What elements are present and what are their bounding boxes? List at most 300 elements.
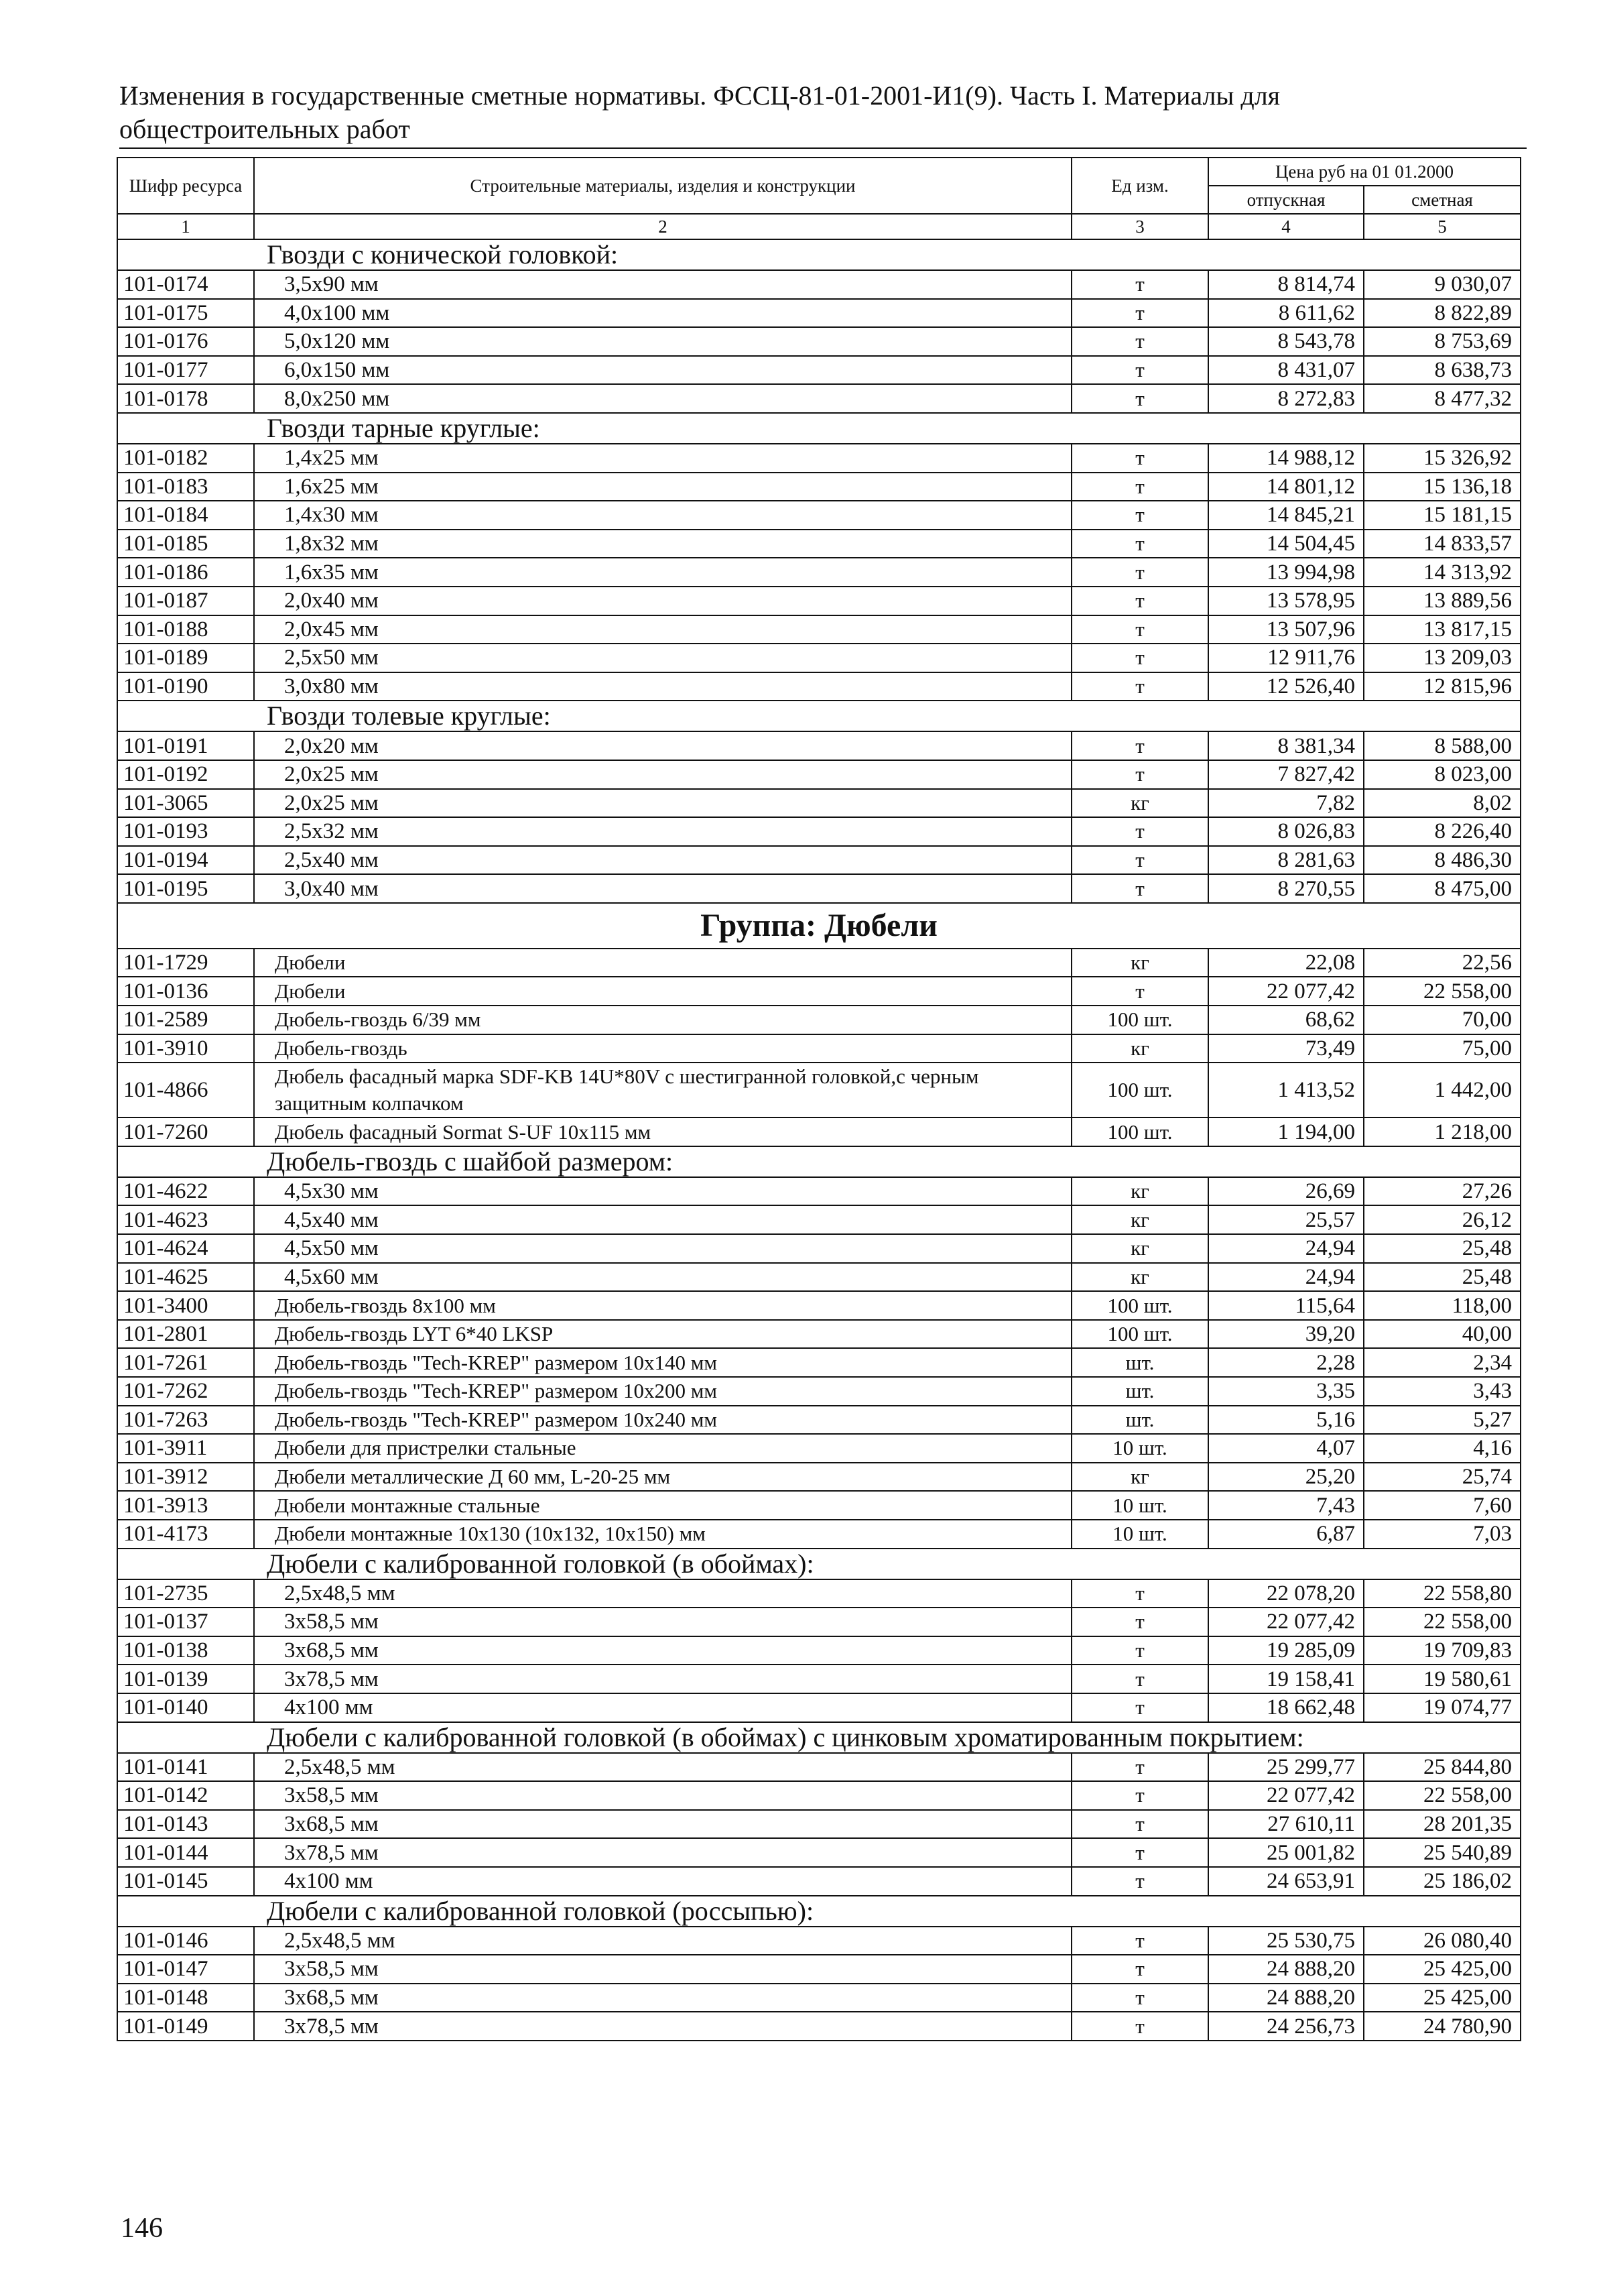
cell-code: 101-7263 bbox=[117, 1406, 254, 1435]
cell-code: 101-0144 bbox=[117, 1838, 254, 1867]
cell-unit: т bbox=[1072, 846, 1208, 875]
cell-price-estimate: 14 833,57 bbox=[1364, 530, 1521, 558]
cell-price-estimate: 25 425,00 bbox=[1364, 1984, 1521, 2012]
cell-unit: т bbox=[1072, 327, 1208, 356]
cell-code: 101-0195 bbox=[117, 874, 254, 903]
cell-unit: т bbox=[1072, 2012, 1208, 2041]
cell-unit: т bbox=[1072, 1665, 1208, 1693]
cell-price-wholesale: 2,28 bbox=[1208, 1348, 1364, 1377]
document-title: Изменения в государственные сметные нормативы. ФССЦ-81-01-2001-И1(9). Часть I. Материалы для общестроительных работ bbox=[119, 80, 1281, 144]
cell-unit: т bbox=[1072, 558, 1208, 587]
cell-name: 2,0х40 мм bbox=[254, 587, 1072, 615]
cell-price-estimate: 19 709,83 bbox=[1364, 1636, 1521, 1665]
cell-code: 101-0188 bbox=[117, 615, 254, 644]
cell-code: 101-0192 bbox=[117, 760, 254, 789]
table-row bbox=[117, 615, 1521, 644]
cell-code: 101-4623 bbox=[117, 1205, 254, 1234]
cell-price-estimate: 13 209,03 bbox=[1364, 644, 1521, 672]
cell-code: 101-0141 bbox=[117, 1753, 254, 1782]
price-table-body bbox=[117, 239, 1521, 2041]
cell-price-wholesale: 12 526,40 bbox=[1208, 672, 1364, 701]
cell-price-wholesale: 25 001,82 bbox=[1208, 1838, 1364, 1867]
cell-name: 3х58,5 мм bbox=[254, 1781, 1072, 1810]
cell-unit: т bbox=[1072, 356, 1208, 385]
cell-price-estimate: 22,56 bbox=[1364, 949, 1521, 977]
cell-price-wholesale: 25,57 bbox=[1208, 1205, 1364, 1234]
cell-name: 4,5х30 мм bbox=[254, 1177, 1072, 1206]
cell-price-estimate: 25,48 bbox=[1364, 1263, 1521, 1292]
col-number: 1 bbox=[117, 214, 254, 239]
cell-code: 101-1729 bbox=[117, 949, 254, 977]
table-row bbox=[117, 789, 1521, 818]
cell-name: 4,5х40 мм bbox=[254, 1205, 1072, 1234]
cell-price-wholesale: 1 413,52 bbox=[1208, 1063, 1364, 1117]
cell-price-wholesale: 27 610,11 bbox=[1208, 1810, 1364, 1839]
cell-name: 6,0х150 мм bbox=[254, 356, 1072, 385]
subgroup-title: Дюбели с калиброванной головкой (россыпью): bbox=[117, 1896, 1521, 1927]
cell-price-wholesale: 24,94 bbox=[1208, 1263, 1364, 1292]
cell-price-wholesale: 73,49 bbox=[1208, 1034, 1364, 1063]
table-row bbox=[117, 1636, 1521, 1665]
cell-price-wholesale: 8 026,83 bbox=[1208, 817, 1364, 846]
cell-name: 3,0х40 мм bbox=[254, 874, 1072, 903]
cell-name: 3х68,5 мм bbox=[254, 1984, 1072, 2012]
cell-unit: т bbox=[1072, 615, 1208, 644]
cell-unit: т bbox=[1072, 1608, 1208, 1636]
cell-code: 101-7261 bbox=[117, 1348, 254, 1377]
cell-code: 101-0182 bbox=[117, 444, 254, 473]
cell-price-estimate: 40,00 bbox=[1364, 1320, 1521, 1349]
subgroup-title: Гвозди тарные круглые: bbox=[117, 413, 1521, 444]
cell-unit: т bbox=[1072, 587, 1208, 615]
cell-unit: 100 шт. bbox=[1072, 1006, 1208, 1034]
cell-code: 101-0147 bbox=[117, 1955, 254, 1984]
cell-name: 1,6х25 мм bbox=[254, 473, 1072, 501]
cell-price-estimate: 15 326,92 bbox=[1364, 444, 1521, 473]
cell-code: 101-0175 bbox=[117, 299, 254, 328]
cell-name: 2,0х25 мм bbox=[254, 760, 1072, 789]
cell-unit: кг bbox=[1072, 1034, 1208, 1063]
table-row bbox=[117, 1693, 1521, 1722]
subgroup-title: Дюбели с калиброванной головкой (в обоймах) с цинковым хроматированным покрытием: bbox=[117, 1722, 1521, 1753]
cell-unit: т bbox=[1072, 1927, 1208, 1955]
cell-price-estimate: 8 822,89 bbox=[1364, 299, 1521, 328]
cell-price-wholesale: 7 827,42 bbox=[1208, 760, 1364, 789]
cell-unit: 100 шт. bbox=[1072, 1063, 1208, 1117]
cell-price-wholesale: 68,62 bbox=[1208, 1006, 1364, 1034]
cell-code: 101-3912 bbox=[117, 1463, 254, 1492]
cell-name: Дюбели металлические Д 60 мм, L-20-25 мм bbox=[254, 1463, 1072, 1492]
cell-name: 1,6х35 мм bbox=[254, 558, 1072, 587]
table-row bbox=[117, 356, 1521, 385]
cell-name: 8,0х250 мм bbox=[254, 384, 1072, 413]
cell-name: 1,4х25 мм bbox=[254, 444, 1072, 473]
subgroup-title: Дюбели с калиброванной головкой (в обоймах): bbox=[117, 1549, 1521, 1579]
subgroup-title: Гвозди с конической головкой: bbox=[117, 239, 1521, 270]
cell-price-estimate: 1 442,00 bbox=[1364, 1063, 1521, 1117]
table-row bbox=[117, 1205, 1521, 1234]
cell-price-wholesale: 25,20 bbox=[1208, 1463, 1364, 1492]
cell-price-estimate: 8 475,00 bbox=[1364, 874, 1521, 903]
cell-price-estimate: 8,02 bbox=[1364, 789, 1521, 818]
cell-unit: кг bbox=[1072, 1205, 1208, 1234]
cell-price-estimate: 70,00 bbox=[1364, 1006, 1521, 1034]
table-row bbox=[117, 473, 1521, 501]
cell-code: 101-0138 bbox=[117, 1636, 254, 1665]
table-row bbox=[117, 1177, 1521, 1206]
cell-price-wholesale: 1 194,00 bbox=[1208, 1117, 1364, 1146]
cell-price-wholesale: 8 543,78 bbox=[1208, 327, 1364, 356]
cell-unit: т bbox=[1072, 977, 1208, 1006]
cell-name: 2,0х20 мм bbox=[254, 731, 1072, 760]
cell-unit: шт. bbox=[1072, 1348, 1208, 1377]
table-row bbox=[117, 1665, 1521, 1693]
cell-code: 101-4622 bbox=[117, 1177, 254, 1206]
table-row bbox=[117, 1006, 1521, 1034]
table-row bbox=[117, 1234, 1521, 1263]
cell-unit: т bbox=[1072, 1693, 1208, 1722]
cell-price-estimate: 15 181,15 bbox=[1364, 501, 1521, 530]
cell-price-estimate: 4,16 bbox=[1364, 1434, 1521, 1463]
cell-name: Дюбель-гвоздь LYT 6*40 LKSP bbox=[254, 1320, 1072, 1349]
cell-unit: шт. bbox=[1072, 1406, 1208, 1435]
table-row bbox=[117, 1579, 1521, 1608]
cell-name: 3х58,5 мм bbox=[254, 1608, 1072, 1636]
table-row bbox=[117, 299, 1521, 328]
table-row bbox=[117, 501, 1521, 530]
table-row bbox=[117, 327, 1521, 356]
cell-code: 101-0174 bbox=[117, 270, 254, 299]
cell-unit: т bbox=[1072, 1838, 1208, 1867]
cell-price-wholesale: 8 281,63 bbox=[1208, 846, 1364, 875]
cell-name: Дюбели для пристрелки стальные bbox=[254, 1434, 1072, 1463]
cell-price-wholesale: 8 381,34 bbox=[1208, 731, 1364, 760]
cell-name: 4,5х50 мм bbox=[254, 1234, 1072, 1263]
cell-code: 101-0176 bbox=[117, 327, 254, 356]
cell-unit: т bbox=[1072, 1810, 1208, 1839]
table-row bbox=[117, 530, 1521, 558]
cell-unit: кг bbox=[1072, 949, 1208, 977]
cell-price-estimate: 25 425,00 bbox=[1364, 1955, 1521, 1984]
cell-price-wholesale: 14 988,12 bbox=[1208, 444, 1364, 473]
cell-name: 3,5х90 мм bbox=[254, 270, 1072, 299]
cell-price-estimate: 24 780,90 bbox=[1364, 2012, 1521, 2041]
cell-price-wholesale: 24 888,20 bbox=[1208, 1984, 1364, 2012]
cell-price-estimate: 3,43 bbox=[1364, 1377, 1521, 1406]
cell-code: 101-0139 bbox=[117, 1665, 254, 1693]
cell-unit: т bbox=[1072, 1579, 1208, 1608]
cell-price-estimate: 28 201,35 bbox=[1364, 1810, 1521, 1839]
cell-name: Дюбель-гвоздь "Tech-KREP" размером 10х240 мм bbox=[254, 1406, 1072, 1435]
table-row bbox=[117, 977, 1521, 1006]
table-row bbox=[117, 1753, 1521, 1782]
cell-price-estimate: 22 558,00 bbox=[1364, 977, 1521, 1006]
cell-price-estimate: 19 580,61 bbox=[1364, 1665, 1521, 1693]
table-row bbox=[117, 1406, 1521, 1435]
cell-price-estimate: 8 638,73 bbox=[1364, 356, 1521, 385]
cell-name: 2,5х50 мм bbox=[254, 644, 1072, 672]
cell-unit: шт. bbox=[1072, 1377, 1208, 1406]
cell-price-estimate: 75,00 bbox=[1364, 1034, 1521, 1063]
cell-price-wholesale: 25 530,75 bbox=[1208, 1927, 1364, 1955]
table-row bbox=[117, 1838, 1521, 1867]
cell-price-estimate: 8 226,40 bbox=[1364, 817, 1521, 846]
col-number: 2 bbox=[254, 214, 1072, 239]
cell-unit: кг bbox=[1072, 1463, 1208, 1492]
table-row bbox=[117, 949, 1521, 977]
cell-price-estimate: 8 588,00 bbox=[1364, 731, 1521, 760]
col-number: 4 bbox=[1208, 214, 1364, 239]
col-number: 3 bbox=[1072, 214, 1208, 239]
table-row bbox=[117, 731, 1521, 760]
cell-code: 101-2735 bbox=[117, 1579, 254, 1608]
cell-code: 101-0186 bbox=[117, 558, 254, 587]
cell-unit: т bbox=[1072, 384, 1208, 413]
cell-code: 101-0143 bbox=[117, 1810, 254, 1839]
cell-price-wholesale: 24,94 bbox=[1208, 1234, 1364, 1263]
cell-name: Дюбель-гвоздь 8х100 мм bbox=[254, 1291, 1072, 1320]
cell-name: 2,5х48,5 мм bbox=[254, 1753, 1072, 1782]
cell-price-wholesale: 8 270,55 bbox=[1208, 874, 1364, 903]
cell-code: 101-7262 bbox=[117, 1377, 254, 1406]
cell-name: 4,0х100 мм bbox=[254, 299, 1072, 328]
col-header-price: Цена руб на 01 01.2000 bbox=[1208, 158, 1521, 186]
subgroup-heading-row bbox=[117, 413, 1521, 444]
cell-price-wholesale: 24 256,73 bbox=[1208, 2012, 1364, 2041]
cell-price-estimate: 22 558,00 bbox=[1364, 1781, 1521, 1810]
cell-price-estimate: 26,12 bbox=[1364, 1205, 1521, 1234]
cell-name: Дюбель-гвоздь bbox=[254, 1034, 1072, 1063]
cell-unit: т bbox=[1072, 1636, 1208, 1665]
cell-code: 101-0189 bbox=[117, 644, 254, 672]
cell-code: 101-0194 bbox=[117, 846, 254, 875]
cell-price-wholesale: 22 077,42 bbox=[1208, 1608, 1364, 1636]
table-row bbox=[117, 384, 1521, 413]
cell-name: Дюбель-гвоздь 6/39 мм bbox=[254, 1006, 1072, 1034]
cell-price-estimate: 26 080,40 bbox=[1364, 1927, 1521, 1955]
cell-unit: 100 шт. bbox=[1072, 1291, 1208, 1320]
cell-price-wholesale: 5,16 bbox=[1208, 1406, 1364, 1435]
cell-price-wholesale: 25 299,77 bbox=[1208, 1753, 1364, 1782]
cell-name: 2,0х25 мм bbox=[254, 789, 1072, 818]
cell-code: 101-0185 bbox=[117, 530, 254, 558]
table-row bbox=[117, 558, 1521, 587]
table-row bbox=[117, 1810, 1521, 1839]
cell-price-wholesale: 22 077,42 bbox=[1208, 977, 1364, 1006]
cell-name: 2,5х48,5 мм bbox=[254, 1579, 1072, 1608]
cell-unit: кг bbox=[1072, 789, 1208, 818]
subgroup-heading-row bbox=[117, 1549, 1521, 1579]
cell-name: 3х78,5 мм bbox=[254, 1665, 1072, 1693]
cell-price-wholesale: 14 845,21 bbox=[1208, 501, 1364, 530]
subgroup-heading-row bbox=[117, 239, 1521, 270]
cell-name: 3х68,5 мм bbox=[254, 1810, 1072, 1839]
cell-price-estimate: 5,27 bbox=[1364, 1406, 1521, 1435]
cell-price-wholesale: 22,08 bbox=[1208, 949, 1364, 977]
cell-price-estimate: 2,34 bbox=[1364, 1348, 1521, 1377]
cell-code: 101-2589 bbox=[117, 1006, 254, 1034]
cell-price-wholesale: 39,20 bbox=[1208, 1320, 1364, 1349]
cell-unit: т bbox=[1072, 1867, 1208, 1896]
table-row bbox=[117, 760, 1521, 789]
col-number: 5 bbox=[1364, 214, 1521, 239]
cell-code: 101-0140 bbox=[117, 1693, 254, 1722]
cell-code: 101-0178 bbox=[117, 384, 254, 413]
cell-price-wholesale: 14 504,45 bbox=[1208, 530, 1364, 558]
col-header-estimate: сметная bbox=[1364, 186, 1521, 214]
cell-unit: кг bbox=[1072, 1177, 1208, 1206]
subgroup-heading-row bbox=[117, 701, 1521, 731]
cell-unit: кг bbox=[1072, 1234, 1208, 1263]
cell-code: 101-0184 bbox=[117, 501, 254, 530]
cell-price-estimate: 118,00 bbox=[1364, 1291, 1521, 1320]
cell-price-wholesale: 115,64 bbox=[1208, 1291, 1364, 1320]
cell-code: 101-2801 bbox=[117, 1320, 254, 1349]
cell-price-wholesale: 7,82 bbox=[1208, 789, 1364, 818]
cell-name: 1,4х30 мм bbox=[254, 501, 1072, 530]
table-row bbox=[117, 672, 1521, 701]
cell-name: 2,5х40 мм bbox=[254, 846, 1072, 875]
cell-price-wholesale: 8 431,07 bbox=[1208, 356, 1364, 385]
subgroup-heading-row bbox=[117, 1146, 1521, 1177]
cell-unit: 10 шт. bbox=[1072, 1434, 1208, 1463]
cell-code: 101-0136 bbox=[117, 977, 254, 1006]
cell-unit: т bbox=[1072, 672, 1208, 701]
cell-price-estimate: 22 558,00 bbox=[1364, 1608, 1521, 1636]
cell-price-estimate: 7,60 bbox=[1364, 1491, 1521, 1520]
cell-unit: т bbox=[1072, 760, 1208, 789]
cell-code: 101-0191 bbox=[117, 731, 254, 760]
table-row bbox=[117, 1984, 1521, 2012]
cell-code: 101-3913 bbox=[117, 1491, 254, 1520]
table-row bbox=[117, 587, 1521, 615]
cell-price-wholesale: 24 653,91 bbox=[1208, 1867, 1364, 1896]
cell-price-wholesale: 8 611,62 bbox=[1208, 299, 1364, 328]
cell-price-wholesale: 12 911,76 bbox=[1208, 644, 1364, 672]
cell-unit: т bbox=[1072, 874, 1208, 903]
cell-name: Дюбели монтажные 10х130 (10х132, 10х150) мм bbox=[254, 1520, 1072, 1549]
table-row bbox=[117, 1034, 1521, 1063]
cell-price-estimate: 12 815,96 bbox=[1364, 672, 1521, 701]
table-row bbox=[117, 1348, 1521, 1377]
cell-code: 101-4173 bbox=[117, 1520, 254, 1549]
cell-unit: т bbox=[1072, 1955, 1208, 1984]
cell-code: 101-0146 bbox=[117, 1927, 254, 1955]
table-row bbox=[117, 846, 1521, 875]
title-rule bbox=[119, 147, 1527, 149]
cell-price-estimate: 25 540,89 bbox=[1364, 1838, 1521, 1867]
cell-name: 3х58,5 мм bbox=[254, 1955, 1072, 1984]
cell-price-estimate: 25 844,80 bbox=[1364, 1753, 1521, 1782]
cell-price-estimate: 13 889,56 bbox=[1364, 587, 1521, 615]
cell-code: 101-4866 bbox=[117, 1063, 254, 1117]
table-row bbox=[117, 2012, 1521, 2041]
subgroup-heading-row bbox=[117, 1722, 1521, 1753]
cell-code: 101-3400 bbox=[117, 1291, 254, 1320]
col-header-code: Шифр ресурса bbox=[117, 158, 254, 214]
cell-unit: т bbox=[1072, 731, 1208, 760]
cell-name: Дюбель фасадный марка SDF-KB 14U*80V с шестигранной головкой,с черным защитным колпачком bbox=[254, 1063, 1072, 1117]
cell-code: 101-7260 bbox=[117, 1117, 254, 1146]
cell-name: 4х100 мм bbox=[254, 1867, 1072, 1896]
cell-price-estimate: 15 136,18 bbox=[1364, 473, 1521, 501]
table-row bbox=[117, 644, 1521, 672]
cell-unit: 100 шт. bbox=[1072, 1117, 1208, 1146]
cell-unit: т bbox=[1072, 817, 1208, 846]
cell-name: 2,5х48,5 мм bbox=[254, 1927, 1072, 1955]
cell-unit: т bbox=[1072, 530, 1208, 558]
cell-price-estimate: 22 558,80 bbox=[1364, 1579, 1521, 1608]
table-row bbox=[117, 1320, 1521, 1349]
cell-name: Дюбели bbox=[254, 977, 1072, 1006]
cell-code: 101-0193 bbox=[117, 817, 254, 846]
cell-unit: т bbox=[1072, 501, 1208, 530]
table-row bbox=[117, 1117, 1521, 1146]
cell-code: 101-3065 bbox=[117, 789, 254, 818]
cell-code: 101-0148 bbox=[117, 1984, 254, 2012]
cell-price-wholesale: 22 077,42 bbox=[1208, 1781, 1364, 1810]
cell-price-wholesale: 8 814,74 bbox=[1208, 270, 1364, 299]
page-number: 146 bbox=[121, 2213, 163, 2244]
subgroup-heading-row bbox=[117, 1896, 1521, 1927]
table-row bbox=[117, 1955, 1521, 1984]
cell-unit: кг bbox=[1072, 1263, 1208, 1292]
cell-price-wholesale: 6,87 bbox=[1208, 1520, 1364, 1549]
cell-unit: т bbox=[1072, 1753, 1208, 1782]
cell-code: 101-0142 bbox=[117, 1781, 254, 1810]
table-row bbox=[117, 1063, 1521, 1117]
cell-price-estimate: 8 486,30 bbox=[1364, 846, 1521, 875]
cell-price-wholesale: 4,07 bbox=[1208, 1434, 1364, 1463]
table-row bbox=[117, 1263, 1521, 1292]
cell-price-estimate: 8 477,32 bbox=[1364, 384, 1521, 413]
cell-code: 101-0149 bbox=[117, 2012, 254, 2041]
table-row bbox=[117, 817, 1521, 846]
cell-price-wholesale: 24 888,20 bbox=[1208, 1955, 1364, 1984]
cell-unit: т bbox=[1072, 299, 1208, 328]
table-row bbox=[117, 1291, 1521, 1320]
cell-price-estimate: 19 074,77 bbox=[1364, 1693, 1521, 1722]
cell-price-estimate: 13 817,15 bbox=[1364, 615, 1521, 644]
table-row bbox=[117, 874, 1521, 903]
cell-price-estimate: 25 186,02 bbox=[1364, 1867, 1521, 1896]
cell-name: 5,0х120 мм bbox=[254, 327, 1072, 356]
cell-price-wholesale: 22 078,20 bbox=[1208, 1579, 1364, 1608]
cell-name: Дюбель-гвоздь "Tech-KREP" размером 10х200 мм bbox=[254, 1377, 1072, 1406]
cell-unit: т bbox=[1072, 270, 1208, 299]
cell-name: 1,8х32 мм bbox=[254, 530, 1072, 558]
table-row bbox=[117, 1781, 1521, 1810]
cell-unit: т bbox=[1072, 1984, 1208, 2012]
table-row bbox=[117, 1377, 1521, 1406]
table-row bbox=[117, 1927, 1521, 1955]
group-title: Группа: Дюбели bbox=[117, 903, 1521, 949]
col-header-name: Строительные материалы, изделия и конструкции bbox=[254, 158, 1072, 214]
cell-unit: 10 шт. bbox=[1072, 1520, 1208, 1549]
table-row bbox=[117, 1608, 1521, 1636]
cell-price-wholesale: 14 801,12 bbox=[1208, 473, 1364, 501]
cell-price-estimate: 8 753,69 bbox=[1364, 327, 1521, 356]
cell-name: 3х68,5 мм bbox=[254, 1636, 1072, 1665]
cell-unit: 10 шт. bbox=[1072, 1491, 1208, 1520]
table-row bbox=[117, 1463, 1521, 1492]
table-row bbox=[117, 1867, 1521, 1896]
cell-name: 4,5х60 мм bbox=[254, 1263, 1072, 1292]
cell-price-estimate: 1 218,00 bbox=[1364, 1117, 1521, 1146]
table-row bbox=[117, 1434, 1521, 1463]
cell-unit: т bbox=[1072, 444, 1208, 473]
cell-unit: т bbox=[1072, 1781, 1208, 1810]
